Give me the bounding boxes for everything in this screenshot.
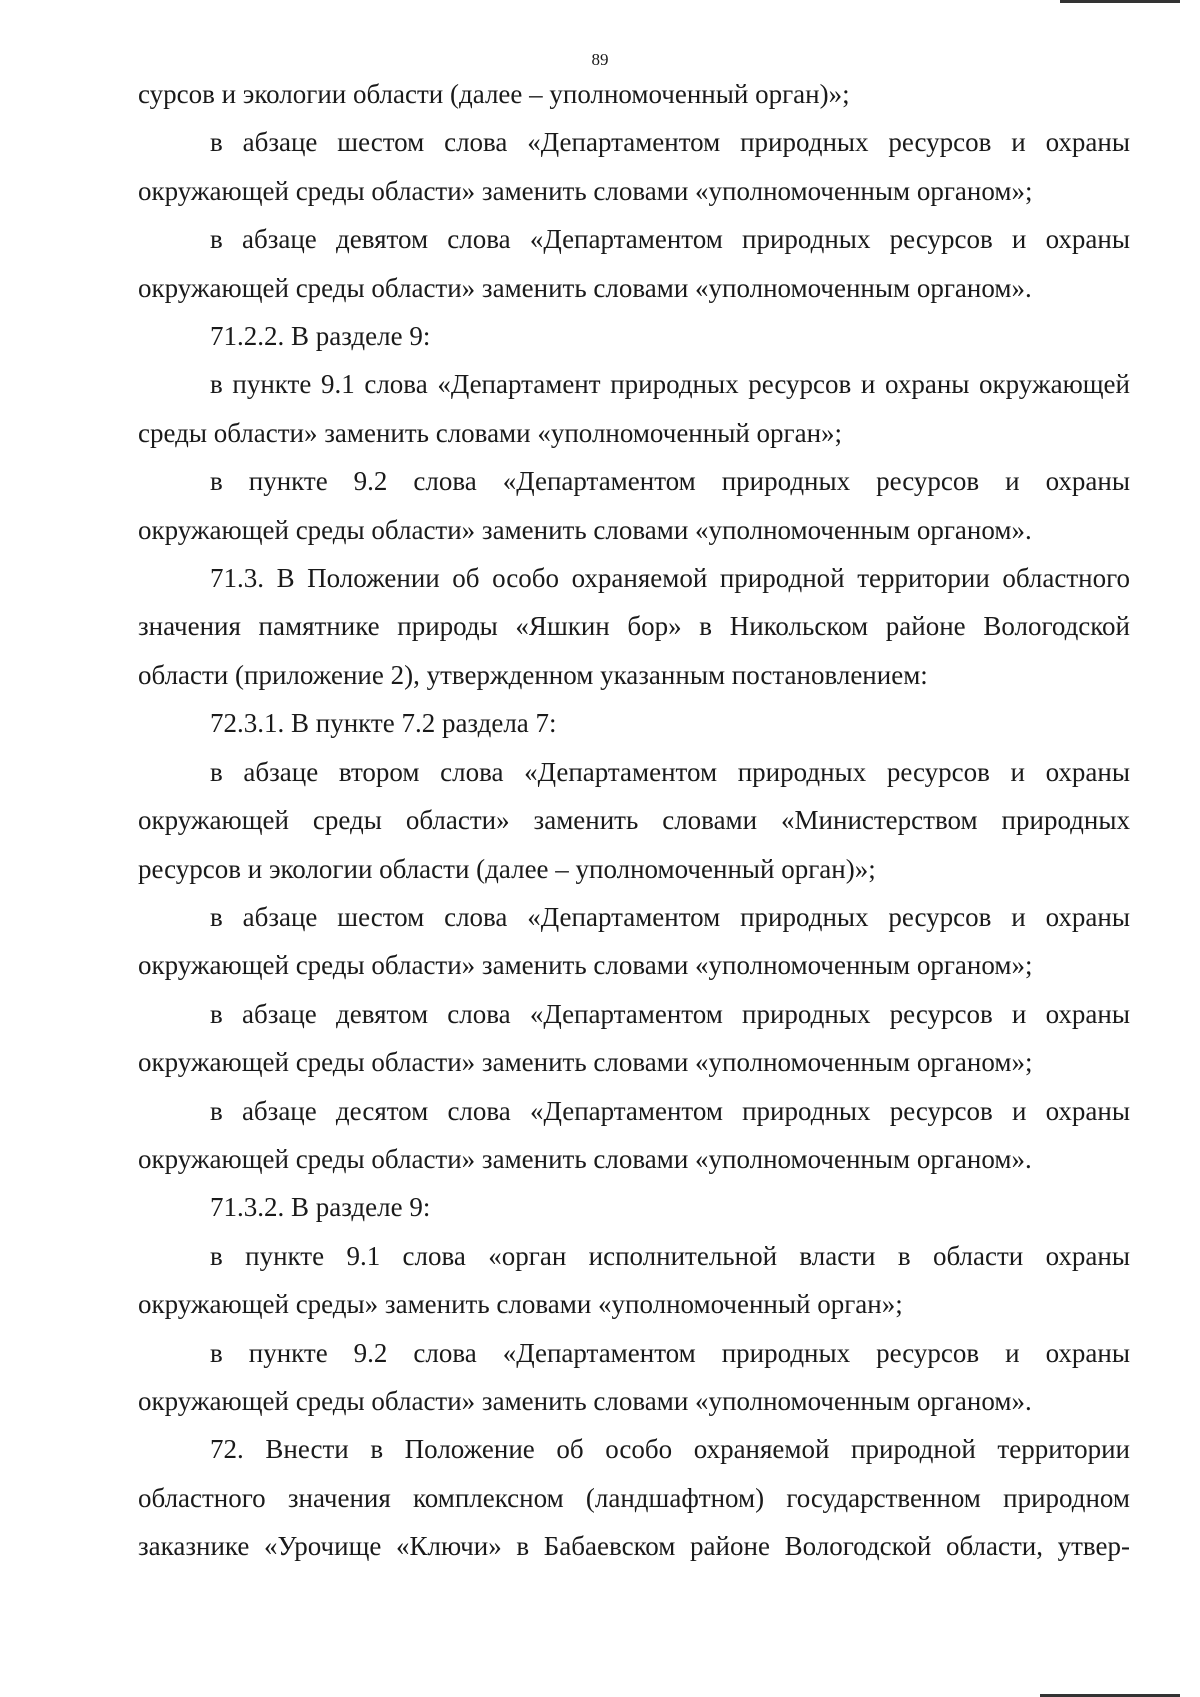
paragraph: сурсов и экологии области (далее – уполномоченный орган)»; [138, 79, 850, 109]
paragraph: 71.3. В Положении об особо охраняемой природной территории областного значения памятнике природы «Яшкин бор» в Никольском районе Вологодской области (приложение 2), утвержденном указанным постановлением: [138, 563, 1130, 690]
paragraph: в пункте 9.1 слова «орган исполнительной власти в области охраны окружающей среды» заменить словами «уполномоченный орган»; [138, 1240, 1130, 1320]
page-number: 89 [591, 50, 609, 69]
paragraph: в абзаце десятом слова «Департаментом природных ресурсов и охраны окружающей среды области» заменить словами «уполномоченным органом». [138, 1095, 1130, 1174]
scan-edge-mark [1060, 0, 1180, 3]
paragraph: 71.2.2. В разделе 9: [210, 321, 431, 352]
paragraph: 71.3.2. В разделе 9: [210, 1192, 431, 1223]
paragraph: в пункте 9.2 слова «Департаментом природных ресурсов и охраны окружающей среды области» заменить словами «уполномоченным органом». [138, 466, 1130, 545]
paragraph: в абзаце шестом слова «Департаментом природных ресурсов и охраны окружающей среды области» заменить словами «уполномоченным органом»; [138, 901, 1130, 981]
document-body [138, 70, 1130, 1571]
paragraph: в абзаце девятом слова «Департаментом природных ресурсов и охраны окружающей среды области» заменить словами «уполномоченным органом»; [138, 998, 1130, 1078]
paragraph: в пункте 9.1 слова «Департамент природных ресурсов и охраны окружающей среды области» заменить словами «уполномоченный орган»; [138, 369, 1130, 448]
paragraph: 72.3.1. В пункте 7.2 раздела 7: [210, 708, 557, 739]
paragraph: в абзаце шестом слова «Департаментом природных ресурсов и охраны окружающей среды области» заменить словами «уполномоченным органом»; [138, 127, 1130, 206]
paragraph: в абзаце втором слова «Департаментом природных ресурсов и охраны окружающей среды области» заменить словами «Министерством природных ресурсов и экологии области (далее – уполномоченный орган)»; [138, 756, 1130, 884]
paragraph: в пункте 9.2 слова «Департаментом природных ресурсов и охраны окружающей среды области» заменить словами «уполномоченным органом». [138, 1337, 1130, 1416]
paragraph: 72. Внести в Положение об особо охраняемой природной территории областного значения комплексном (ландшафтном) государственном природном заказнике «Урочище «Ключи» в Бабаевском районе Вологодской области, утвер- [138, 1434, 1130, 1562]
paragraph: в абзаце девятом слова «Департаментом природных ресурсов и охраны окружающей среды области» заменить словами «уполномоченным органом». [138, 224, 1130, 303]
